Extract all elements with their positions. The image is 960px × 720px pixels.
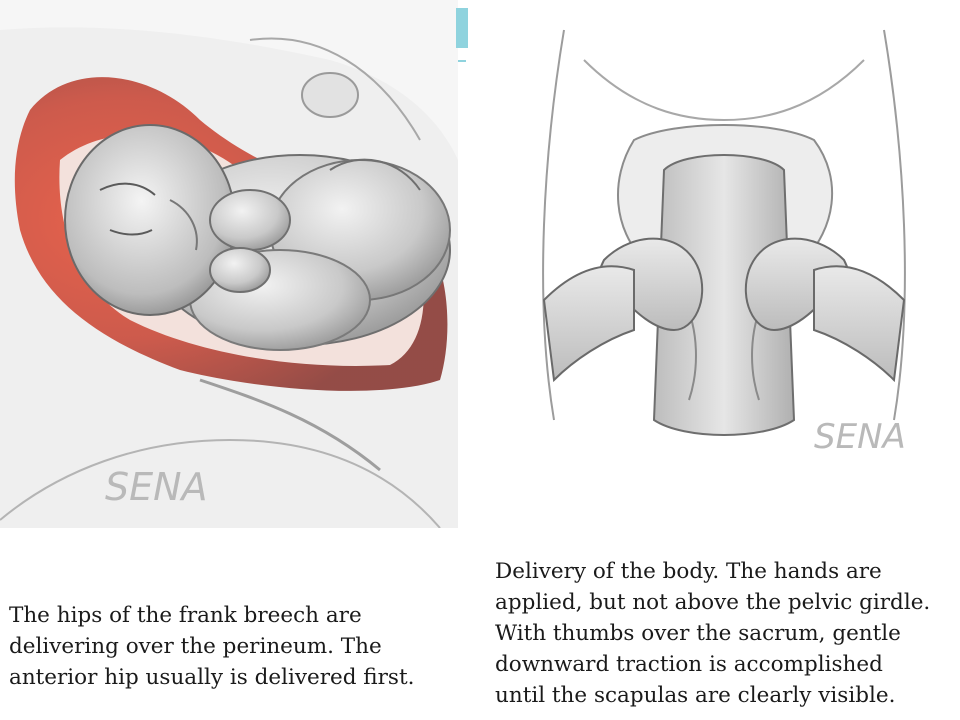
- breech-infant-illustration-icon: [0, 0, 458, 528]
- hands-delivery-drawing: [484, 0, 960, 484]
- left-artist-signature: SENA: [105, 465, 208, 509]
- accent-tick: [458, 60, 466, 62]
- hands-delivery-illustration-icon: [484, 0, 960, 484]
- accent-bar: [456, 8, 468, 48]
- right-artist-signature: SENA: [814, 417, 906, 457]
- breech-infant-drawing: [0, 0, 458, 528]
- right-caption: Delivery of the body. The hands are applied, but not above the pelvic girdle. With thumbs over the sacrum, gentle downward traction is accomplished until the scapulas are clearly visible.: [495, 559, 931, 708]
- left-caption: The hips of the frank breech are delivering over the perineum. The anterior hip usually is delivered first.: [9, 603, 415, 690]
